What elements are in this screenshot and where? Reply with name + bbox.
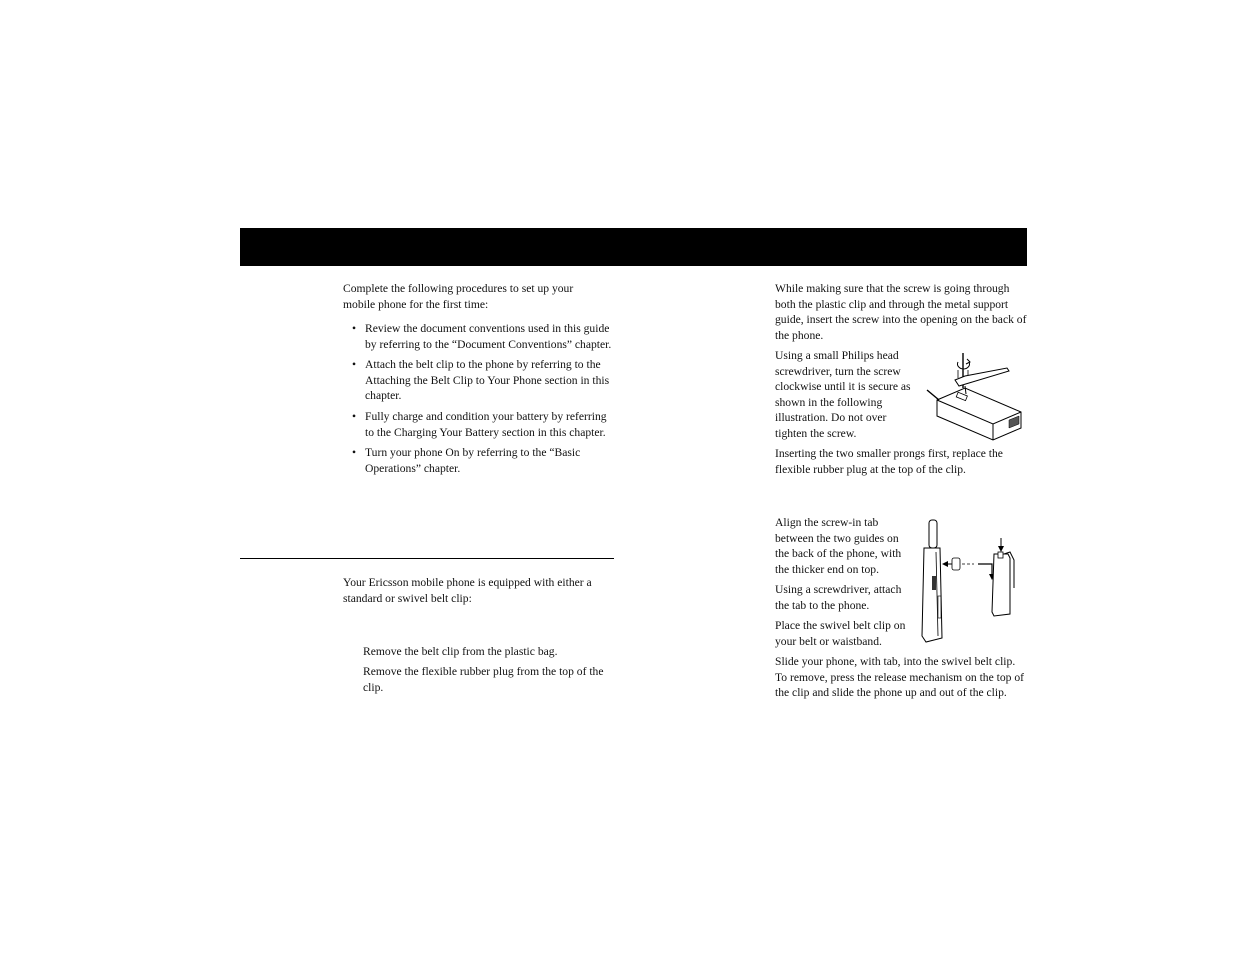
setup-procedure-list [350,321,615,481]
chapter-header-bar [240,228,1027,266]
phone-screwdriver-illustration [925,350,1025,442]
list-item-text: Review the document conventions used in this guide by referring to the “Document Conventions” chapter. [365,322,612,351]
replace-plug-paragraph: Inserting the two smaller prongs first, replace the flexible rubber plug at the top of the clip. [775,447,1003,476]
bullet-marker: • [352,358,357,372]
setup-intro-paragraph: Complete the following procedures to set up your mobile phone for the first time: [343,282,574,311]
list-item-text: Attach the belt clip to the phone by referring to the Attaching the Belt Clip to Your Phone section in this chapter. [365,358,610,403]
step-remove-plug: Remove the flexible rubber plug from the top of the clip. [363,665,604,694]
screwdriver-paragraph: Using a small Philips head screwdriver, turn the screw clockwise until it is secure as shown in the following illustration. Do not over tighten the screw. [775,349,911,440]
list-item [350,357,615,404]
bullet-marker: • [352,409,357,423]
list-item [350,321,615,352]
section-divider [240,558,614,559]
slide-phone-paragraph: Slide your phone, with tab, into the swivel belt clip. To remove, press the release mechanism on the top of the clip and slide the phone up and out of the clip. [775,655,1025,700]
belt-clip-intro-paragraph: Your Ericsson mobile phone is equipped with either a standard or swivel belt clip: [343,576,592,605]
phone-body-shape [937,388,1021,440]
list-item-text: Fully charge and condition your battery by referring to the Charging Your Battery section in this chapter. [365,409,607,439]
align-tab-paragraph: Align the screw-in tab between the two guides on the back of the phone, with the thicker end on top. [775,516,902,576]
step-remove-bag: Remove the belt clip from the plastic bag. [363,645,558,658]
attach-tab-paragraph: Using a screwdriver, attach the tab to the phone. [775,583,902,612]
screw-tab-shape [952,558,960,570]
phone-antenna-shape [929,520,937,548]
list-item [350,409,615,440]
screw-insert-paragraph: While making sure that the screw is going through both the plastic clip and through the metal support guide, insert the screw into the opening on the back of the phone. [775,282,1027,342]
swivel-clip-illustration [918,518,1026,646]
phone-side-shape [922,548,942,642]
bullet-marker: • [352,322,357,335]
list-item-text: Turn your phone On by referring to the “Basic Operations” chapter. [365,446,581,475]
bullet-marker: • [352,446,357,460]
place-clip-paragraph: Place the swivel belt clip on your belt or waistband. [775,619,906,648]
list-item [350,445,615,476]
swivel-clip-shape [992,554,1010,616]
